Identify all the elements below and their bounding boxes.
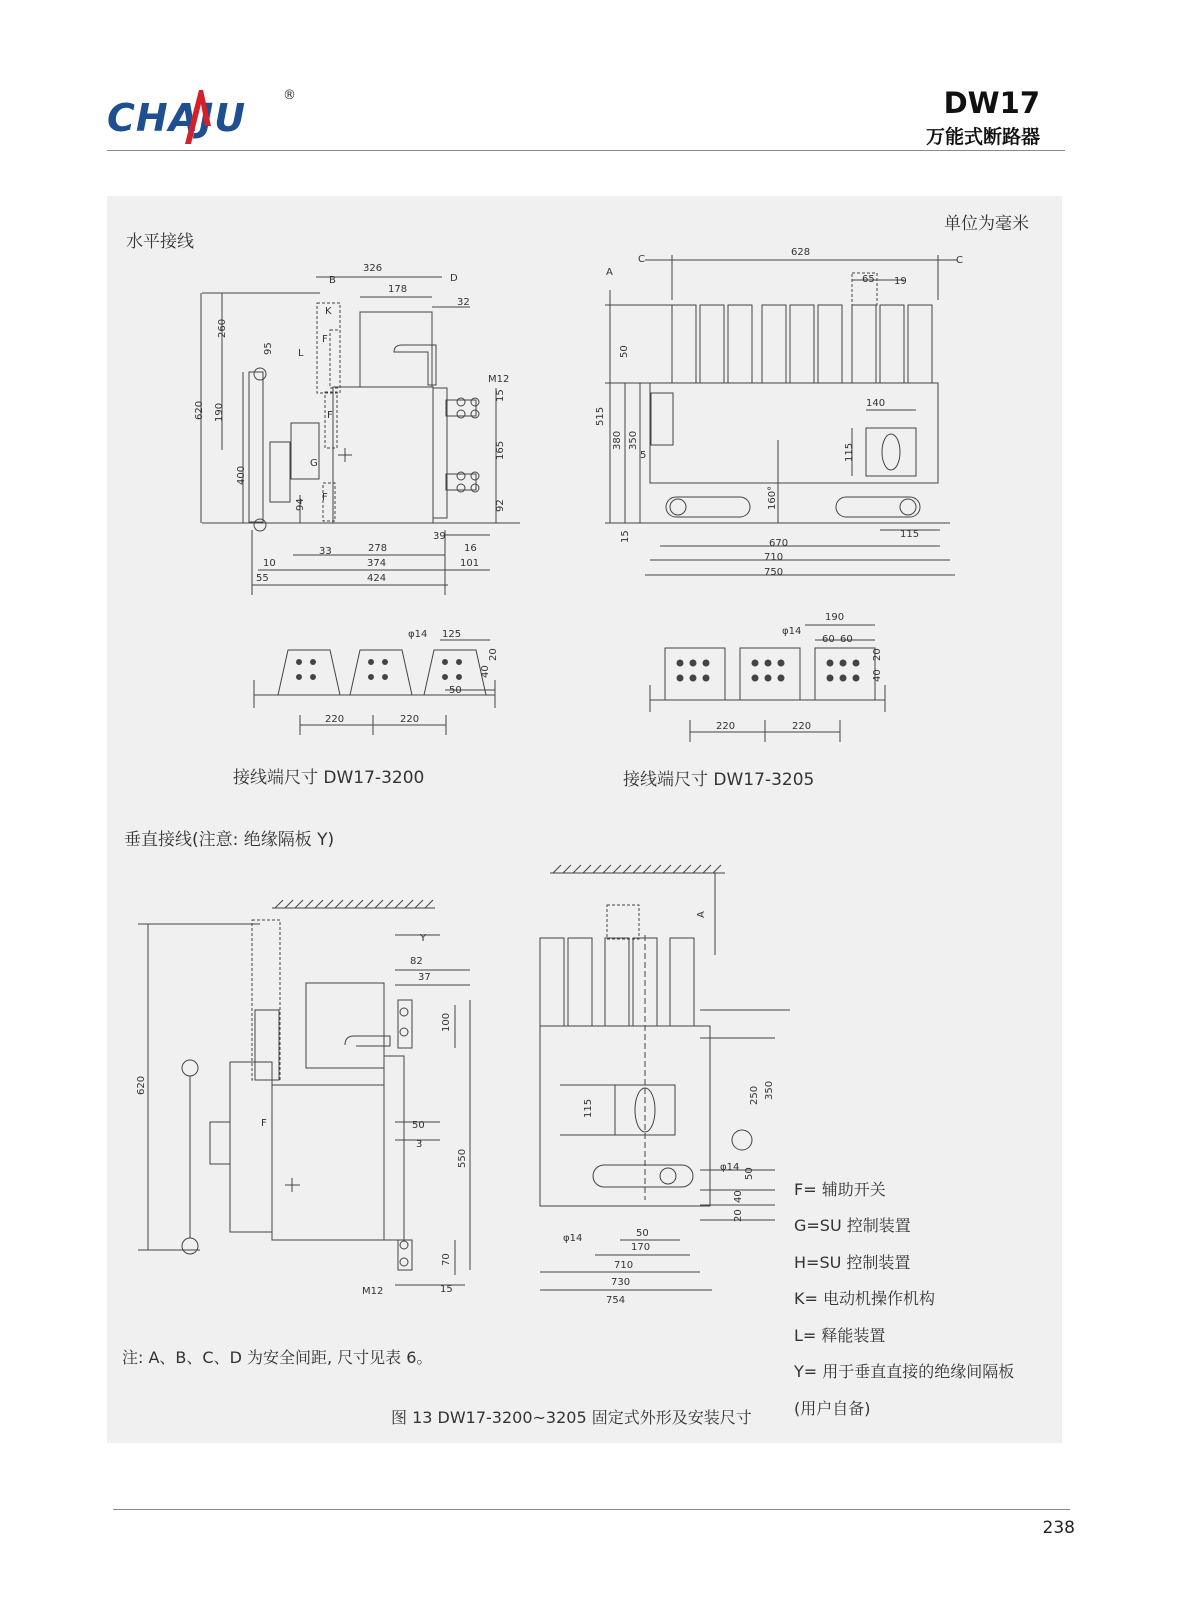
- svg-text:50: 50: [744, 1167, 755, 1180]
- svg-text:50: 50: [449, 685, 462, 696]
- legend-item-K: K= 电动机操作机构: [794, 1289, 935, 1308]
- terminal-3200-dims: [325, 629, 499, 725]
- svg-text:15: 15: [440, 1284, 453, 1295]
- svg-text:178: 178: [388, 284, 408, 295]
- svg-text:50: 50: [619, 345, 630, 358]
- section-title-horizontal: 水平接线: [126, 232, 194, 252]
- svg-text:40: 40: [872, 669, 883, 682]
- svg-text:60: 60: [840, 634, 853, 645]
- svg-text:φ14: φ14: [408, 629, 428, 640]
- svg-text:40: 40: [733, 1190, 744, 1203]
- svg-text:94: 94: [295, 498, 306, 511]
- footer-divider: [113, 1509, 1070, 1510]
- svg-text:380: 380: [612, 430, 623, 450]
- svg-text:F: F: [322, 334, 328, 345]
- vertical-front-dims: [563, 911, 775, 1306]
- svg-text:D: D: [450, 273, 458, 284]
- svg-text:750: 750: [764, 567, 784, 578]
- svg-text:Y: Y: [420, 933, 427, 944]
- model-title: DW17: [943, 86, 1040, 120]
- svg-text:92: 92: [495, 499, 506, 512]
- svg-text:70: 70: [441, 1253, 452, 1266]
- svg-text:350: 350: [628, 430, 639, 450]
- svg-text:C: C: [638, 254, 645, 265]
- svg-text:326: 326: [363, 263, 383, 274]
- svg-text:160°: 160°: [767, 485, 778, 510]
- svg-text:50: 50: [636, 1228, 649, 1239]
- svg-text:L: L: [298, 348, 304, 359]
- terminal-caption-3200: 接线端尺寸 DW17-3200: [233, 768, 425, 788]
- svg-text:620: 620: [194, 400, 205, 420]
- page-number: 238: [1042, 1518, 1075, 1538]
- svg-text:5: 5: [640, 450, 647, 461]
- svg-text:φ14: φ14: [782, 626, 802, 637]
- svg-text:278: 278: [368, 543, 388, 554]
- product-subtitle: 万能式断路器: [925, 126, 1040, 148]
- svg-text:220: 220: [325, 714, 345, 725]
- svg-text:400: 400: [236, 465, 247, 485]
- svg-text:F: F: [327, 410, 333, 421]
- svg-text:A: A: [606, 267, 613, 278]
- svg-text:260: 260: [217, 318, 228, 338]
- svg-text:φ14: φ14: [563, 1233, 583, 1244]
- svg-text:165: 165: [495, 440, 506, 460]
- horizontal-side-dims: [194, 263, 509, 584]
- svg-text:95: 95: [263, 342, 274, 355]
- svg-text:32: 32: [457, 297, 470, 308]
- horizontal-front-view: [605, 255, 957, 575]
- terminal-caption-3205: 接线端尺寸 DW17-3205: [623, 770, 815, 790]
- legend-item-H: H=SU 控制装置: [794, 1253, 911, 1272]
- svg-text:550: 550: [457, 1148, 468, 1168]
- svg-text:140: 140: [866, 398, 886, 409]
- svg-text:16: 16: [464, 543, 477, 554]
- svg-text:374: 374: [367, 558, 387, 569]
- unit-note: 单位为毫米: [944, 214, 1029, 234]
- svg-text:220: 220: [400, 714, 420, 725]
- svg-text:B: B: [329, 275, 336, 286]
- legend-item-L: L= 释能装置: [794, 1326, 886, 1345]
- svg-text:55: 55: [256, 573, 269, 584]
- svg-text:101: 101: [460, 558, 480, 569]
- legend-item-F: F= 辅助开关: [794, 1180, 886, 1199]
- svg-text:G: G: [310, 458, 318, 469]
- safety-note: 注: A、B、C、D 为安全间距, 尺寸见表 6。: [122, 1348, 433, 1367]
- svg-text:15: 15: [495, 389, 506, 402]
- svg-text:40: 40: [480, 665, 491, 678]
- vertical-side-dims: [136, 933, 468, 1297]
- svg-text:C: C: [956, 255, 963, 266]
- svg-text:M12: M12: [488, 374, 510, 385]
- svg-text:190: 190: [214, 402, 225, 422]
- svg-text:F: F: [322, 492, 328, 503]
- svg-text:670: 670: [769, 538, 789, 549]
- svg-text:115: 115: [583, 1098, 594, 1118]
- svg-text:19: 19: [894, 276, 907, 287]
- svg-text:125: 125: [442, 629, 462, 640]
- svg-text:710: 710: [764, 552, 784, 563]
- svg-text:A: A: [696, 911, 707, 918]
- svg-text:424: 424: [367, 573, 387, 584]
- svg-text:20: 20: [488, 648, 499, 661]
- svg-text:515: 515: [595, 406, 606, 426]
- svg-text:33: 33: [319, 546, 332, 557]
- svg-text:620: 620: [136, 1075, 147, 1095]
- svg-text:3: 3: [416, 1139, 423, 1150]
- svg-text:15: 15: [620, 530, 631, 543]
- svg-text:20: 20: [872, 648, 883, 661]
- svg-text:350: 350: [764, 1080, 775, 1100]
- svg-text:628: 628: [791, 247, 811, 258]
- legend-item-G: G=SU 控制装置: [794, 1216, 911, 1235]
- svg-text:730: 730: [611, 1277, 631, 1288]
- svg-text:115: 115: [844, 442, 855, 462]
- svg-text:115: 115: [900, 529, 920, 540]
- svg-text:190: 190: [825, 612, 845, 623]
- svg-text:60: 60: [822, 634, 835, 645]
- svg-text:39: 39: [433, 531, 446, 542]
- svg-text:220: 220: [792, 721, 812, 732]
- svg-text:220: 220: [716, 721, 736, 732]
- legend-item-Y: Y= 用于垂直直接的绝缘间隔板: [794, 1362, 1015, 1381]
- svg-text:710: 710: [614, 1260, 634, 1271]
- svg-text:37: 37: [418, 972, 431, 983]
- svg-text:65: 65: [862, 274, 875, 285]
- svg-text:F: F: [261, 1118, 267, 1129]
- svg-text:K: K: [325, 306, 332, 317]
- svg-text:10: 10: [263, 558, 276, 569]
- svg-text:50: 50: [412, 1120, 425, 1131]
- vertical-front-view: [540, 865, 790, 1290]
- legend-item-Y-note: (用户自备): [794, 1399, 871, 1418]
- svg-text:250: 250: [749, 1085, 760, 1105]
- svg-text:754: 754: [606, 1295, 626, 1306]
- svg-text:20: 20: [733, 1209, 744, 1222]
- logo-wordmark: CHAJU: [107, 96, 247, 140]
- svg-text:82: 82: [410, 956, 423, 967]
- section-title-vertical: 垂直接线(注意: 绝缘隔板 Y): [124, 830, 335, 850]
- svg-text:φ14: φ14: [720, 1162, 740, 1173]
- svg-text:M12: M12: [362, 1286, 384, 1297]
- svg-text:100: 100: [441, 1012, 452, 1032]
- figure-caption: 图 13 DW17-3200~3205 固定式外形及安装尺寸: [391, 1408, 752, 1427]
- registered-mark: ®: [283, 88, 296, 103]
- svg-text:170: 170: [631, 1242, 651, 1253]
